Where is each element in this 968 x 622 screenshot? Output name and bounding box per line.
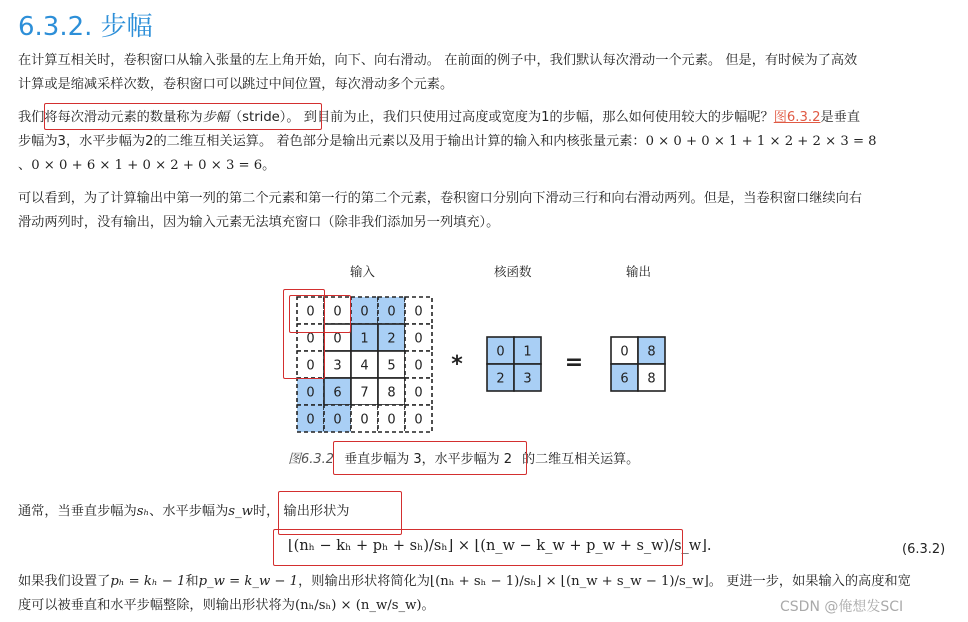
tensor-value: 4: [360, 358, 369, 374]
math-expression: ⌊(nₕ + sₕ − 1)/sₕ⌋ × ⌊(n_w + s_w − 1)/s_w⌋: [429, 574, 709, 589]
text-segment: 我们将每次滑动元素的数量称为: [18, 110, 203, 125]
input-tensor-grid: [297, 297, 432, 432]
math-sw: s_w: [228, 504, 253, 519]
text-segment: 到目前为止，我们只使用过高度或宽度为1的步幅，那么如何使用较大的步幅呢？: [303, 110, 774, 125]
tensor-value: 0: [306, 385, 315, 401]
text-line: 可以看到，为了计算输出中第一列的第二个元素和第一行的第二个元素，卷积窗口分别向下滑动三行和向右滑动两列。但是，当卷积窗口继续向右: [18, 191, 862, 206]
tensor-value: 2: [387, 331, 396, 347]
tensor-value: 1: [523, 344, 532, 360]
tensor-value: 0: [333, 331, 342, 347]
text-segment: 步幅为3，水平步幅为2的二维互相关运算。 着色部分是输出元素以及用于输出计算的输入和内核张量元素：: [18, 134, 646, 149]
tensor-value: 0: [360, 412, 369, 428]
text-segment: 通常，当垂直步幅为: [18, 504, 137, 519]
figure-caption: [288, 448, 639, 467]
text-segment: ，则输出形状将简化为: [298, 574, 430, 589]
tensor-value: 6: [333, 385, 342, 401]
tensor-value: 8: [647, 371, 656, 387]
tensor-value: 0: [414, 385, 423, 401]
math-expression: 0 × 0 + 0 × 1 + 1 × 2 + 2 × 3 = 8: [645, 134, 877, 149]
tensor-value: 0: [306, 412, 315, 428]
text-segment: 。: [421, 598, 435, 613]
tensor-value: 0: [496, 344, 505, 360]
tensor-value: 0: [333, 304, 342, 320]
tensor-value: 0: [306, 304, 315, 320]
equals-operator: =: [564, 350, 584, 375]
text-segment: 输出形状为: [283, 504, 350, 519]
tensor-value: 5: [387, 358, 396, 374]
math-expression: 0 × 0 + 6 × 1 + 0 × 2 + 0 × 3 = 6: [31, 158, 263, 173]
caption-suffix: 的二维互相关运算。: [522, 452, 640, 467]
output-tensor-grid: [611, 337, 665, 391]
tensor-value: 7: [360, 385, 369, 401]
figure-link[interactable]: 图6.3.2: [773, 110, 821, 125]
tensor-value: 3: [523, 371, 532, 387]
kernel-tensor-grid: [487, 337, 541, 391]
tensor-value: 6: [620, 371, 629, 387]
tensor-value: 0: [414, 358, 423, 374]
stride-term: 步幅: [202, 110, 229, 125]
text-segment: 是垂直: [820, 110, 861, 125]
text-segment: 如果我们设置了: [18, 574, 111, 589]
equation-number: (6.3.2): [902, 542, 946, 557]
paragraph-intro: [18, 49, 948, 97]
tensor-value: 0: [387, 304, 396, 320]
tensor-value: 0: [333, 412, 342, 428]
tensor-value: 0: [306, 358, 315, 374]
figure-label-output: 输出: [626, 264, 652, 279]
tensor-value: 0: [387, 412, 396, 428]
stride-figure: [280, 285, 700, 440]
tensor-value: 2: [496, 371, 505, 387]
text-segment: 、: [18, 158, 32, 173]
math-expression: pₕ = kₕ − 1: [110, 574, 186, 589]
tensor-value: 0: [306, 331, 315, 347]
text-segment: 度可以被垂直和水平步幅整除，则输出形状将为: [18, 598, 295, 613]
text-segment: 。 更进一步，如果输入的高度和宽: [708, 574, 911, 589]
output-shape-equation: ⌊(nₕ − kₕ + pₕ + sₕ)/sₕ⌋ × ⌊(n_w − k_w + p_w + s_w)/s_w⌋.: [288, 538, 712, 554]
tensor-value: 0: [620, 344, 629, 360]
math-expression: p_w = k_w − 1: [198, 574, 299, 589]
tensor-value: 8: [387, 385, 396, 401]
math-sh: sₕ: [136, 504, 150, 519]
text-line: 计算或是缩减采样次数，卷积窗口可以跳过中间位置，每次滑动多个元素。: [18, 77, 454, 92]
tensor-value: 0: [414, 412, 423, 428]
math-expression: (nₕ/sₕ) × (n_w/s_w): [294, 598, 422, 613]
text-segment: 和: [185, 574, 199, 589]
text-segment: 、水平步幅为: [149, 504, 229, 519]
paragraph-explanation: [18, 187, 948, 235]
tensor-value: 3: [333, 358, 342, 374]
tensor-value: 8: [647, 344, 656, 360]
text-segment: （stride）。: [229, 110, 300, 125]
paragraph-stride-definition: [18, 106, 948, 178]
tensor-value: 1: [360, 331, 369, 347]
paragraph-general-stride: [18, 500, 948, 524]
figure-label-input: 输入: [350, 264, 376, 279]
caption-prefix: 图6.3.2: [288, 452, 335, 467]
tensor-value: 0: [360, 304, 369, 320]
section-heading: 6.3.2. 步幅: [18, 12, 153, 42]
csdn-watermark: CSDN @俺想发SCI: [780, 599, 904, 615]
text-line: 在计算互相关时，卷积窗口从输入张量的左上角开始，向下、向右滑动。 在前面的例子中，我们默认每次滑动一个元素。 但是，有时候为了高效: [18, 53, 858, 68]
text-line: 滑动两列时，没有输出，因为输入元素无法填充窗口（除非我们添加另一列填充）。: [18, 215, 500, 230]
tensor-value: 0: [414, 304, 423, 320]
text-segment: 时，: [252, 504, 280, 519]
figure-label-kernel: 核函数: [494, 264, 532, 279]
convolution-operator: *: [451, 352, 463, 377]
text-segment: 。: [262, 158, 276, 173]
tensor-value: 0: [414, 331, 423, 347]
caption-boxed-text: 垂直步幅为 3，水平步幅为 2: [344, 452, 513, 467]
